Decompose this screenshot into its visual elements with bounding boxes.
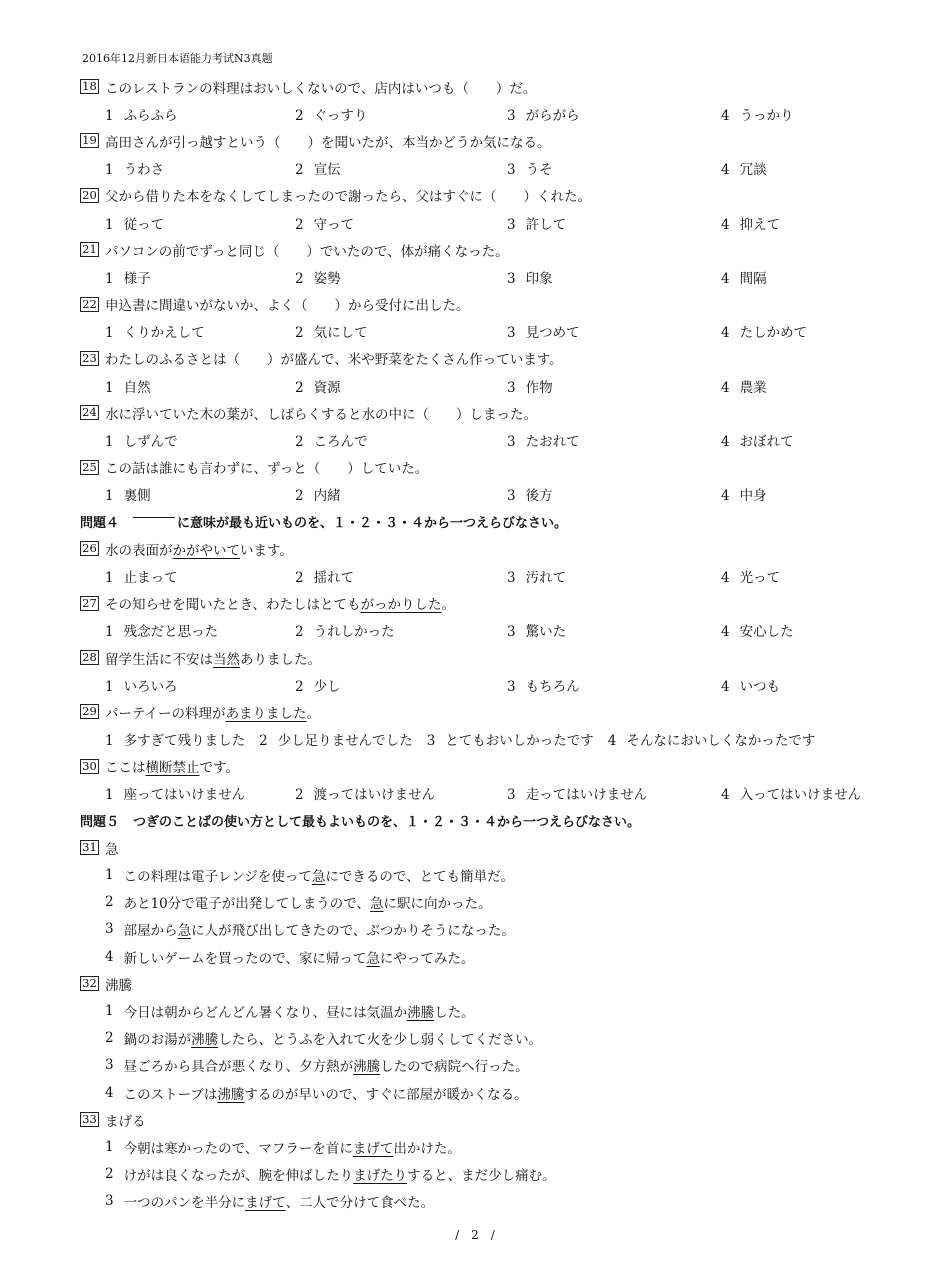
section-5-heading xyxy=(80,807,880,834)
option-3: 3 がらがら xyxy=(507,107,580,124)
underline-blank xyxy=(133,517,175,518)
option-1: 1 うわさ xyxy=(105,162,165,179)
option-1: 1 止まって xyxy=(105,569,178,586)
option-3: 3 もちろん xyxy=(507,678,580,695)
question-18 xyxy=(80,73,880,100)
question-number: 31 xyxy=(80,840,99,855)
question-33-option-3: 3 一つのパンを半分に まげて 、二人で分けて食べた。 xyxy=(105,1193,435,1212)
question-21 xyxy=(80,236,880,263)
question-25 xyxy=(80,454,880,481)
option-1: 1 ふらふら xyxy=(105,107,178,124)
question-31-option-1: 1 この料理は電子レンジを使って 急 にできるので、とても簡単だ。 xyxy=(105,867,515,886)
question-number: 29 xyxy=(80,704,99,719)
question-19 xyxy=(80,127,880,154)
option-3: 3 後方 xyxy=(507,488,553,505)
question-number: 19 xyxy=(80,133,99,148)
page-header-title: 2016年12月新日本语能力考试N3真题 xyxy=(82,52,273,65)
option-4: 4 うっかり xyxy=(721,107,794,124)
option-4: 4 冗談 xyxy=(721,162,767,179)
question-27-options xyxy=(80,617,880,644)
option-1: 1 多すぎて残りました xyxy=(105,733,246,750)
question-28: 28 留学生活に不安は 当然 ありました。 xyxy=(80,644,880,671)
option-3: 3 許して xyxy=(507,216,567,233)
question-text: わたしのふるさとは（ ）が盛んで、米や野菜をたくさん作っています。 xyxy=(105,352,563,369)
question-number: 21 xyxy=(80,242,99,257)
underlined-word: 当然 xyxy=(213,651,240,668)
option-4: 4 光って xyxy=(721,569,781,586)
option-3: 3 作物 xyxy=(507,379,553,396)
section-instruction: に意味が最も近いものを、１・２・３・４から一つえらびなさい。 xyxy=(177,516,568,532)
question-number: 18 xyxy=(80,79,99,94)
question-26-options xyxy=(80,562,880,589)
section-4-heading xyxy=(80,508,880,535)
question-number: 20 xyxy=(80,188,99,203)
question-23-options xyxy=(80,372,880,399)
option-3: 3 印象 xyxy=(507,270,553,287)
question-word: まげる xyxy=(105,1113,146,1130)
underlined-word: がっかりした xyxy=(360,597,442,614)
question-29-options xyxy=(80,726,880,753)
underlined-word: かがやいて xyxy=(172,542,240,559)
option-1: 1 いろいろ xyxy=(105,678,178,695)
section-label: 問題４ xyxy=(80,516,120,532)
option-1: 1 残念だと思った xyxy=(105,624,219,641)
option-4: 4 中身 xyxy=(721,488,767,505)
question-32-option-1: 1 今日は朝からどんどん暑くなり、昼には気温か 沸騰 した。 xyxy=(105,1002,475,1021)
option-2: 2 宣伝 xyxy=(295,162,341,179)
question-word: 急 xyxy=(105,841,119,858)
option-1: 1 座ってはいけません xyxy=(105,787,246,804)
option-4: 4 入ってはいけません xyxy=(721,787,862,804)
option-4: 4 間隔 xyxy=(721,270,767,287)
question-30-options xyxy=(80,780,880,807)
question-number: 30 xyxy=(80,759,99,774)
question-text: 父から借りた本をなくしてしまったので謝ったら、父はすぐに（ ）くれた。 xyxy=(105,189,591,206)
question-31-option-2: 2 あと10分で電子が出発してしまうので、 急 に駅に向かった。 xyxy=(105,894,492,913)
option-3: 3 汚れて xyxy=(507,569,567,586)
question-27: 27 その知らせを聞いたとき、わたしはとても がっかりした 。 xyxy=(80,590,880,617)
option-4: 4 安心した xyxy=(721,624,794,641)
question-26: 26 水の表面が かがやいて います。 xyxy=(80,535,880,562)
question-word: 沸騰 xyxy=(105,977,132,994)
underlined-word: 横断禁止 xyxy=(145,760,200,777)
section-instruction: つぎのことばの使い方として最もよいものを、１・２・３・４から一つえらびなさい。 xyxy=(133,815,641,831)
question-text: 高田さんが引っ越すという（ ）を聞いたが、本当かどうか気になる。 xyxy=(105,134,551,151)
question-28-options xyxy=(80,671,880,698)
question-text: 申込書に間違いがないか、よく（ ）から受付に出した。 xyxy=(105,298,470,315)
option-2: 2 少し xyxy=(295,678,341,695)
question-18-options xyxy=(80,100,880,127)
question-22 xyxy=(80,291,880,318)
option-2: 2 渡ってはいけません xyxy=(295,787,436,804)
question-25-options xyxy=(80,481,880,508)
option-1: 1 様子 xyxy=(105,270,151,287)
option-4: 4 たしかめて xyxy=(721,325,808,342)
option-2: 2 揺れて xyxy=(295,569,355,586)
option-3: 3 驚いた xyxy=(507,624,567,641)
option-2: 2 守って xyxy=(295,216,355,233)
option-1: 1 裏側 xyxy=(105,488,151,505)
option-3: 3 うそ xyxy=(507,162,553,179)
question-33-option-2: 2 けがは良くなったが、腕を伸ばしたり まげたり すると、まだ少し痛む。 xyxy=(105,1166,556,1185)
question-32-option-4: 4 このストーブは 沸騰 するのが早いので、すぐに部屋が暖かくなる。 xyxy=(105,1084,528,1103)
option-1: 1 しずんで xyxy=(105,434,178,451)
option-4: 4 そんなにおいしくなかったです xyxy=(607,733,816,750)
option-2: 2 ぐっすり xyxy=(295,107,368,124)
question-24 xyxy=(80,399,880,426)
question-20-options xyxy=(80,209,880,236)
option-2: 2 内緒 xyxy=(295,488,341,505)
option-3: 3 走ってはいけません xyxy=(507,787,648,804)
question-20 xyxy=(80,182,880,209)
option-1: 1 自然 xyxy=(105,379,151,396)
option-4: 4 農業 xyxy=(721,379,767,396)
section-label: 問題５ xyxy=(80,815,120,831)
question-33 xyxy=(80,1106,880,1133)
page-number: / 2 / xyxy=(455,1228,495,1242)
option-2: 2 少し足りませんでした xyxy=(259,733,413,750)
question-number: 32 xyxy=(80,976,99,991)
question-text: この話は誰にも言わずに、ずっと（ ）していた。 xyxy=(105,461,429,478)
question-23 xyxy=(80,345,880,372)
question-number: 24 xyxy=(80,405,99,420)
exam-content xyxy=(80,73,880,1215)
underlined-word: あまりました xyxy=(225,705,307,722)
question-number: 27 xyxy=(80,596,99,611)
question-30: 30 ここは 横断禁止 です。 xyxy=(80,753,880,780)
option-3: 3 見つめて xyxy=(507,325,580,342)
question-number: 33 xyxy=(80,1112,99,1127)
vocab-questions xyxy=(80,73,880,508)
question-number: 22 xyxy=(80,297,99,312)
question-22-options xyxy=(80,318,880,345)
question-29: 29 パーテイーの料理が あまりました 。 xyxy=(80,698,880,725)
option-4: 4 おぼれて xyxy=(721,434,794,451)
question-number: 23 xyxy=(80,351,99,366)
question-31-option-3: 3 部屋から 急 に人が飛び出してきたので、ぶつかりそうになった。 xyxy=(105,921,515,940)
option-3: 3 とてもおいしかったです xyxy=(426,733,594,750)
option-4: 4 いつも xyxy=(721,678,781,695)
option-2: 2 姿勢 xyxy=(295,270,341,287)
question-32-option-2: 2 鍋のお湯が 沸騰 したら、とうふを入れて火を少し弱くしてください。 xyxy=(105,1030,543,1049)
question-19-options xyxy=(80,155,880,182)
option-3: 3 たおれて xyxy=(507,434,580,451)
question-text: このレストランの料理はおいしくないので、店内はいつも（ ）だ。 xyxy=(105,80,537,97)
question-24-options xyxy=(80,426,880,453)
question-text: 水に浮いていた木の葉が、しばらくすると水の中に（ ）しまった。 xyxy=(105,406,537,423)
question-31-option-4: 4 新しいゲームを買ったので、家に帰って 急 にやってみた。 xyxy=(105,948,475,967)
option-2: 2 うれしかった xyxy=(295,624,395,641)
option-1: 1 くりかえして xyxy=(105,325,205,342)
question-32-option-3: 3 昼ごろから具合が悪くなり、夕方熱が 沸騰 したので病院へ行った。 xyxy=(105,1057,529,1076)
question-number: 26 xyxy=(80,541,99,556)
option-2: 2 ころんで xyxy=(295,434,368,451)
question-number: 25 xyxy=(80,460,99,475)
question-number: 28 xyxy=(80,650,99,665)
question-33-option-1: 1 今朝は寒かったので、マフラーを首に まげて 出かけた。 xyxy=(105,1138,461,1157)
option-4: 4 抑えて xyxy=(721,216,781,233)
question-31 xyxy=(80,834,880,861)
option-2: 2 気にして xyxy=(295,325,368,342)
option-2: 2 資源 xyxy=(295,379,341,396)
question-32 xyxy=(80,970,880,997)
question-text: パソコンの前でずっと同じ（ ）でいたので、体が痛くなった。 xyxy=(105,243,509,260)
option-1: 1 従って xyxy=(105,216,165,233)
question-21-options xyxy=(80,263,880,290)
